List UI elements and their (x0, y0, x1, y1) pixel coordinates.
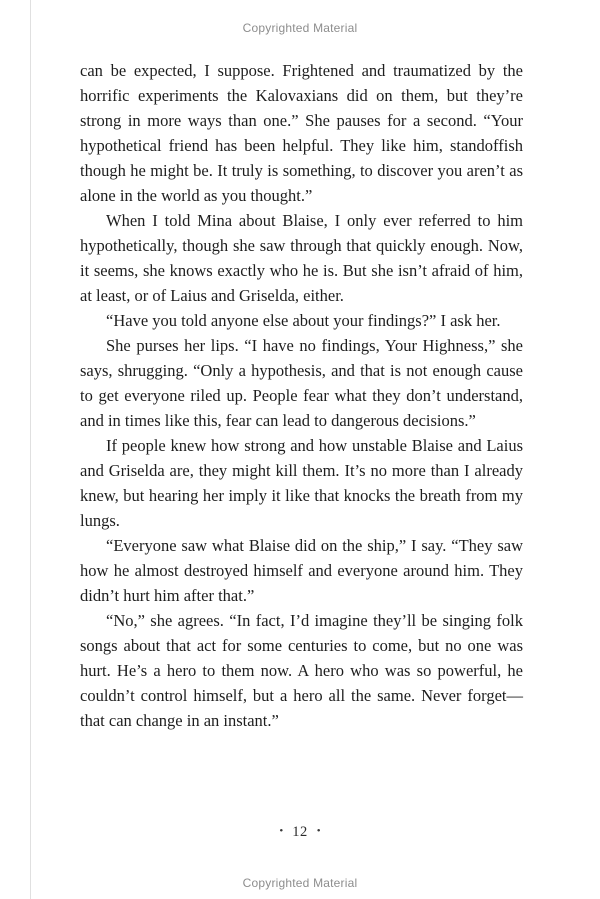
page-number-ornament-right: • (316, 825, 321, 837)
paragraph: “No,” she agrees. “In fact, I’d imagine they’ll be singing folk songs about that act for some centuries to come, but no one was hurt. He’s a hero to them now. A hero who was so powerful, he couldn’t control himself, but a hero all the same. Never forget—that can change in an instant.” (80, 611, 523, 730)
paragraph: She purses her lips. “I have no findings, Your Highness,” she says, shrugging. “Only a hypothesis, and that is not enough cause to get everyone riled up. People fear what they don’t understand, and in times like this, fear can lead to dangerous decisions.” (80, 336, 523, 430)
page-number-ornament-left: • (279, 825, 284, 837)
text-body (80, 58, 523, 733)
paragraph: When I told Mina about Blaise, I only ever referred to him hypothetically, though she saw through that quickly enough. Now, it seems, she knows exactly who he is. But she isn’t afraid of him, at least, or of Laius and Griselda, either. (80, 211, 523, 305)
paragraph: “Have you told anyone else about your findings?” I ask her. (106, 311, 501, 330)
paragraph: “Everyone saw what Blaise did on the ship,” I say. “They saw how he almost destroyed himself and everyone around him. They didn’t hurt him after that.” (80, 536, 523, 605)
copyright-notice-top: Copyrighted Material (242, 21, 358, 35)
page-number-value: 12 (292, 824, 308, 840)
copyright-notice-bottom: Copyrighted Material (242, 876, 358, 890)
paragraph: If people knew how strong and how unstable Blaise and Laius and Griselda are, they might kill them. It’s no more than I already knew, but hearing her imply it like that knocks the breath from my lungs. (80, 436, 523, 530)
page-number (0, 824, 600, 841)
page-edge-line (30, 0, 31, 899)
paragraph: can be expected, I suppose. Frightened and traumatized by the horrific experiments the Kalovaxians did on them, but they’re strong in more ways than one.” She pauses for a second. “Your hypothetical friend has been helpful. They like him, standoffish though he might be. It truly is something, to discover you aren’t as alone in the world as you thought.” (80, 61, 523, 205)
